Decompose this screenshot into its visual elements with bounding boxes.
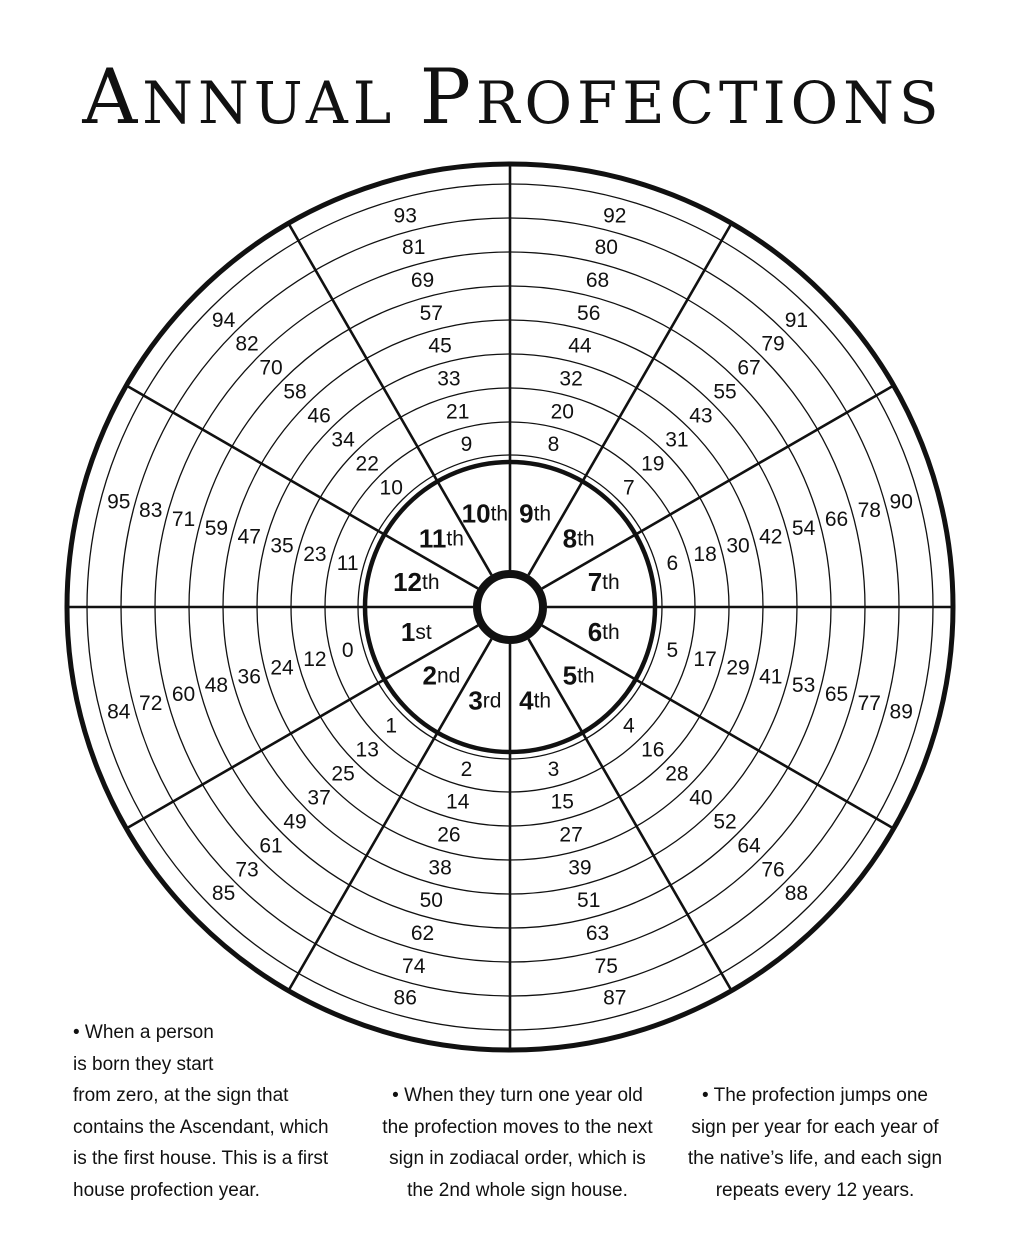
age-label: 54 (791, 516, 816, 540)
age-label: 9 (460, 433, 473, 457)
age-label: 33 (437, 367, 461, 391)
age-label: 18 (693, 543, 717, 567)
age-label: 94 (211, 309, 236, 333)
age-label: 12 (303, 647, 327, 671)
house-suffix: th (602, 570, 620, 594)
house-label (462, 498, 508, 528)
age-label: 62 (410, 922, 435, 945)
age-label: 35 (270, 534, 294, 558)
age-label: 27 (559, 823, 583, 847)
age-label: 92 (603, 204, 627, 228)
age-label: 55 (713, 380, 737, 404)
title-initial-a: A (82, 52, 143, 141)
house-label (588, 567, 620, 597)
age-label: 60 (171, 683, 196, 706)
age-label: 22 (355, 452, 379, 476)
house-suffix: th (533, 689, 552, 713)
age-label: 56 (577, 301, 601, 325)
age-label: 8 (547, 433, 560, 457)
age-label: 29 (726, 656, 750, 680)
age-label: 85 (211, 881, 236, 905)
age-label: 11 (336, 552, 359, 575)
age-label: 32 (559, 367, 583, 391)
house-label (563, 523, 595, 553)
house-number: 5 (562, 660, 578, 691)
age-label: 86 (393, 986, 417, 1010)
age-label: 89 (889, 700, 913, 724)
age-label: 50 (419, 889, 443, 913)
age-label: 3 (547, 757, 560, 781)
house-suffix: th (490, 501, 509, 525)
age-label: 49 (283, 810, 307, 834)
center-hub (477, 574, 543, 640)
age-label: 93 (393, 204, 417, 228)
age-label: 15 (550, 790, 574, 814)
age-label: 66 (824, 508, 849, 531)
age-label: 28 (665, 762, 689, 786)
age-label: 64 (737, 834, 761, 858)
house-label (393, 567, 439, 597)
house-label (468, 686, 501, 716)
age-label: 31 (665, 428, 689, 452)
house-number: 7 (587, 566, 603, 597)
house-suffix: th (422, 570, 440, 594)
house-number: 11 (418, 523, 447, 554)
age-label: 5 (666, 639, 679, 662)
age-label: 61 (259, 834, 283, 858)
age-label: 42 (759, 525, 783, 549)
age-label: 80 (594, 236, 618, 260)
house-number: 4 (519, 685, 534, 716)
note-twelve-year-cycle: • The profection jumps one sign per year for each year of the native’s life, and each sign repeats every 12 years. (687, 1085, 943, 1201)
age-label: 75 (594, 954, 618, 978)
age-label: 16 (641, 738, 665, 762)
note-one-year-old: • When they turn one year old the profection moves to the next sign in zodiacal order, which is the 2nd whole sign house. (382, 1085, 653, 1201)
title-word-annual: NNUAL (142, 69, 420, 137)
age-label: 41 (759, 665, 783, 689)
age-label: 59 (204, 516, 229, 540)
age-label: 36 (237, 665, 261, 689)
age-label: 13 (355, 738, 379, 762)
house-number: 10 (461, 498, 491, 529)
age-label: 87 (603, 986, 627, 1010)
age-label: 53 (791, 674, 816, 698)
house-suffix: th (577, 664, 595, 688)
age-label: 77 (857, 691, 881, 715)
age-label: 39 (568, 856, 592, 880)
age-label: 51 (577, 889, 601, 913)
age-label: 70 (259, 356, 283, 380)
house-label (519, 686, 551, 716)
house-suffix: th (602, 620, 620, 644)
age-label: 84 (107, 700, 131, 724)
house-number: 9 (519, 498, 534, 529)
age-label: 1 (385, 714, 398, 738)
house-number: 3 (468, 685, 483, 716)
age-label: 23 (303, 543, 327, 567)
age-label: 91 (784, 309, 809, 333)
age-label: 68 (585, 269, 610, 292)
age-label: 44 (568, 334, 592, 358)
age-label: 69 (410, 269, 435, 292)
age-label: 72 (139, 691, 163, 715)
house-label (401, 617, 432, 647)
age-label: 20 (550, 400, 574, 424)
age-label: 57 (419, 301, 443, 325)
age-label: 46 (307, 404, 331, 428)
age-label: 6 (666, 552, 679, 575)
age-label: 88 (784, 881, 809, 905)
title-initial-p: P (419, 52, 476, 141)
house-label (588, 617, 620, 647)
house-number: 2 (422, 660, 437, 691)
age-label: 21 (446, 400, 470, 424)
house-suffix: th (533, 501, 552, 525)
age-label: 48 (204, 674, 229, 698)
house-label (422, 661, 460, 691)
age-label: 76 (761, 858, 785, 882)
age-label: 17 (693, 647, 717, 671)
house-suffix: th (577, 526, 595, 550)
house-number: 1 (400, 617, 416, 648)
age-label: 45 (428, 334, 452, 358)
house-suffix: nd (436, 664, 461, 688)
age-label: 52 (713, 810, 737, 834)
age-label: 10 (379, 476, 403, 500)
age-label: 82 (235, 332, 259, 356)
age-label: 40 (689, 786, 713, 810)
age-label: 65 (824, 683, 849, 706)
age-label: 7 (622, 476, 635, 500)
age-label: 37 (307, 786, 331, 810)
age-label: 83 (139, 499, 163, 523)
age-label: 2 (460, 757, 473, 781)
house-label (419, 523, 464, 553)
house-label (563, 661, 595, 691)
house-number: 6 (587, 617, 603, 648)
age-label: 63 (585, 922, 610, 945)
age-label: 19 (641, 452, 665, 476)
house-number: 12 (393, 566, 423, 597)
age-label: 26 (437, 823, 461, 847)
age-label: 14 (446, 790, 470, 814)
age-label: 74 (402, 954, 426, 978)
age-label: 73 (235, 858, 259, 882)
house-suffix: rd (482, 689, 502, 713)
age-label: 4 (622, 714, 635, 738)
age-label: 25 (331, 762, 355, 786)
age-label: 24 (270, 656, 294, 680)
age-label: 90 (889, 490, 913, 514)
age-label: 71 (171, 508, 196, 531)
house-suffix: st (415, 620, 432, 644)
title-word-profections: ROFECTIONS (475, 69, 944, 137)
note-born-at-zero: • When a person is born they start from zero, at the sign that contains the Ascendant, which is the first house. This is a first house profection year. (73, 1022, 329, 1201)
house-suffix: th (446, 526, 464, 550)
age-label: 30 (726, 534, 750, 558)
age-label: 67 (737, 356, 761, 380)
age-label: 81 (402, 236, 426, 260)
age-label: 38 (428, 856, 452, 880)
age-label: 78 (857, 499, 881, 523)
age-label: 58 (283, 380, 307, 404)
age-label: 34 (331, 428, 355, 452)
age-label: 47 (237, 525, 261, 549)
age-label: 79 (761, 332, 785, 356)
house-label (519, 498, 551, 528)
house-number: 8 (562, 523, 578, 554)
age-label: 0 (341, 639, 354, 662)
age-label: 43 (689, 404, 713, 428)
age-label: 95 (107, 490, 131, 514)
